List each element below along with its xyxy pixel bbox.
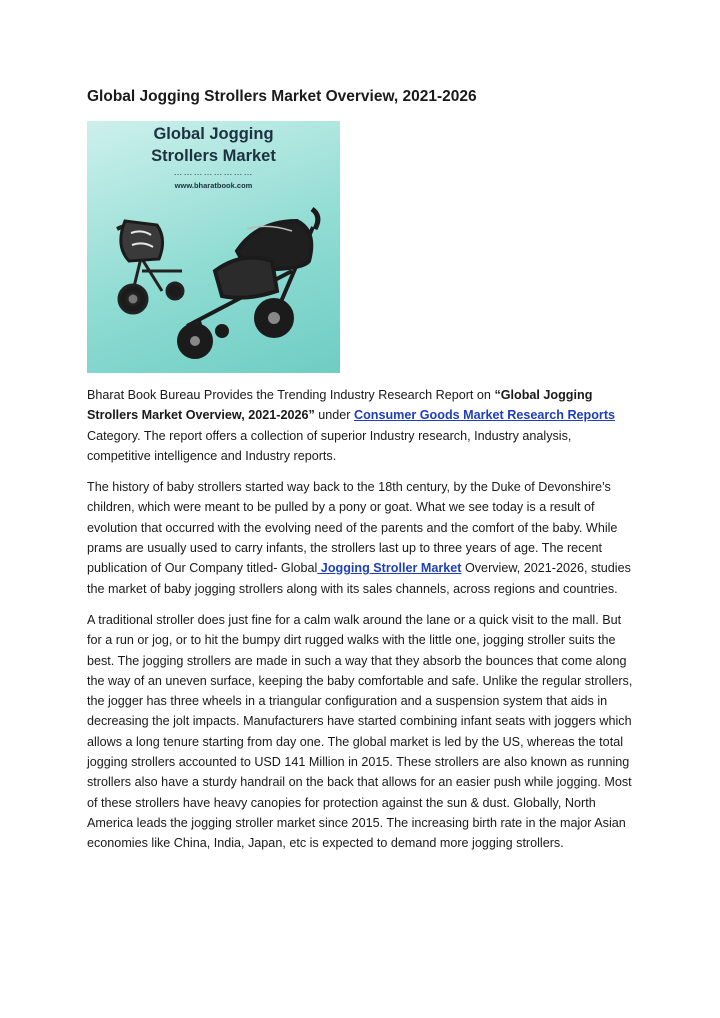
intro-text-1: Bharat Book Bureau Provides the Trending Industry Research Report on — [87, 388, 495, 402]
hero-url: www.bharatbook.com — [174, 181, 253, 190]
paragraph-intro — [87, 385, 635, 466]
hero-title-line2: Strollers Market — [151, 147, 276, 165]
history-text-1: The history of baby strollers started way back to the 18th century, by the Duke of Devonshire’s children, which were meant to be pulled by a pony or goat. What we see today is a result of evolution that occurred with the evolving need of the parents and the comfort of the baby. While prams are usually used to carry infants, the strollers last up to three years of age. The recent publication of Our Company titled- Global — [87, 480, 618, 576]
paragraph-history — [87, 477, 635, 599]
article-body — [87, 385, 635, 865]
jogging-stroller-market-link[interactable]: Jogging Stroller Market — [317, 561, 462, 576]
report-title-bold: “Global Jogging Strollers Market Overview, 2021-2026” — [87, 388, 593, 423]
page-title: Global Jogging Strollers Market Overview, 2021-2026 — [87, 88, 477, 105]
history-text-2: Overview, 2021-2026, studies the market of baby jogging strollers along with its sales channels, across regions and countries. — [87, 561, 631, 596]
strollers-illustration — [87, 121, 340, 373]
intro-text-2: under — [314, 408, 354, 423]
hero-title-line1: Global Jogging — [153, 125, 274, 143]
hero-dots: …………………… — [173, 167, 254, 177]
consumer-goods-link[interactable]: Consumer Goods Market Research Reports — [353, 408, 616, 423]
hero-image — [87, 121, 340, 373]
jogging-stroller — [179, 209, 318, 357]
paragraph-traditional: A traditional stroller does just fine for a calm walk around the lane or a quick visit to the mall. But for a run or jog, or to hit the bumpy dirt rugged walks with the little one, jogging stroller suits the best. The jogging strollers are made in such a way that they absorb the bounces that come along the way of an uneven surface, keeping the baby comfortable and safe. Unlike the regular strollers, the jogger has three wheels in a triangular configuration and a suspension system that aids in decreasing the jolt impacts. Manufacturers have started combining infant seats with joggers which allows a long tenure starting from day one. The global market is led by the US, whereas the total jogging strollers accounted to USD 141 Million in 2015. These strollers are also known as running strollers also have a sturdy handrail on the back that allows for an easier push while jogging. Most of these strollers have heavy canopies for protection against the sun & dust. Globally, North America leads the jogging stroller market since 2015. The increasing birth rate in the major Asian economies like China, India, Japan, etc is expected to demand more jogging strollers. — [87, 612, 633, 851]
infant-stroller — [117, 221, 183, 313]
intro-text-3: Category. The report offers a collection of superior Industry research, Industry analysis, competitive intelligence and Industry reports. — [87, 428, 572, 463]
